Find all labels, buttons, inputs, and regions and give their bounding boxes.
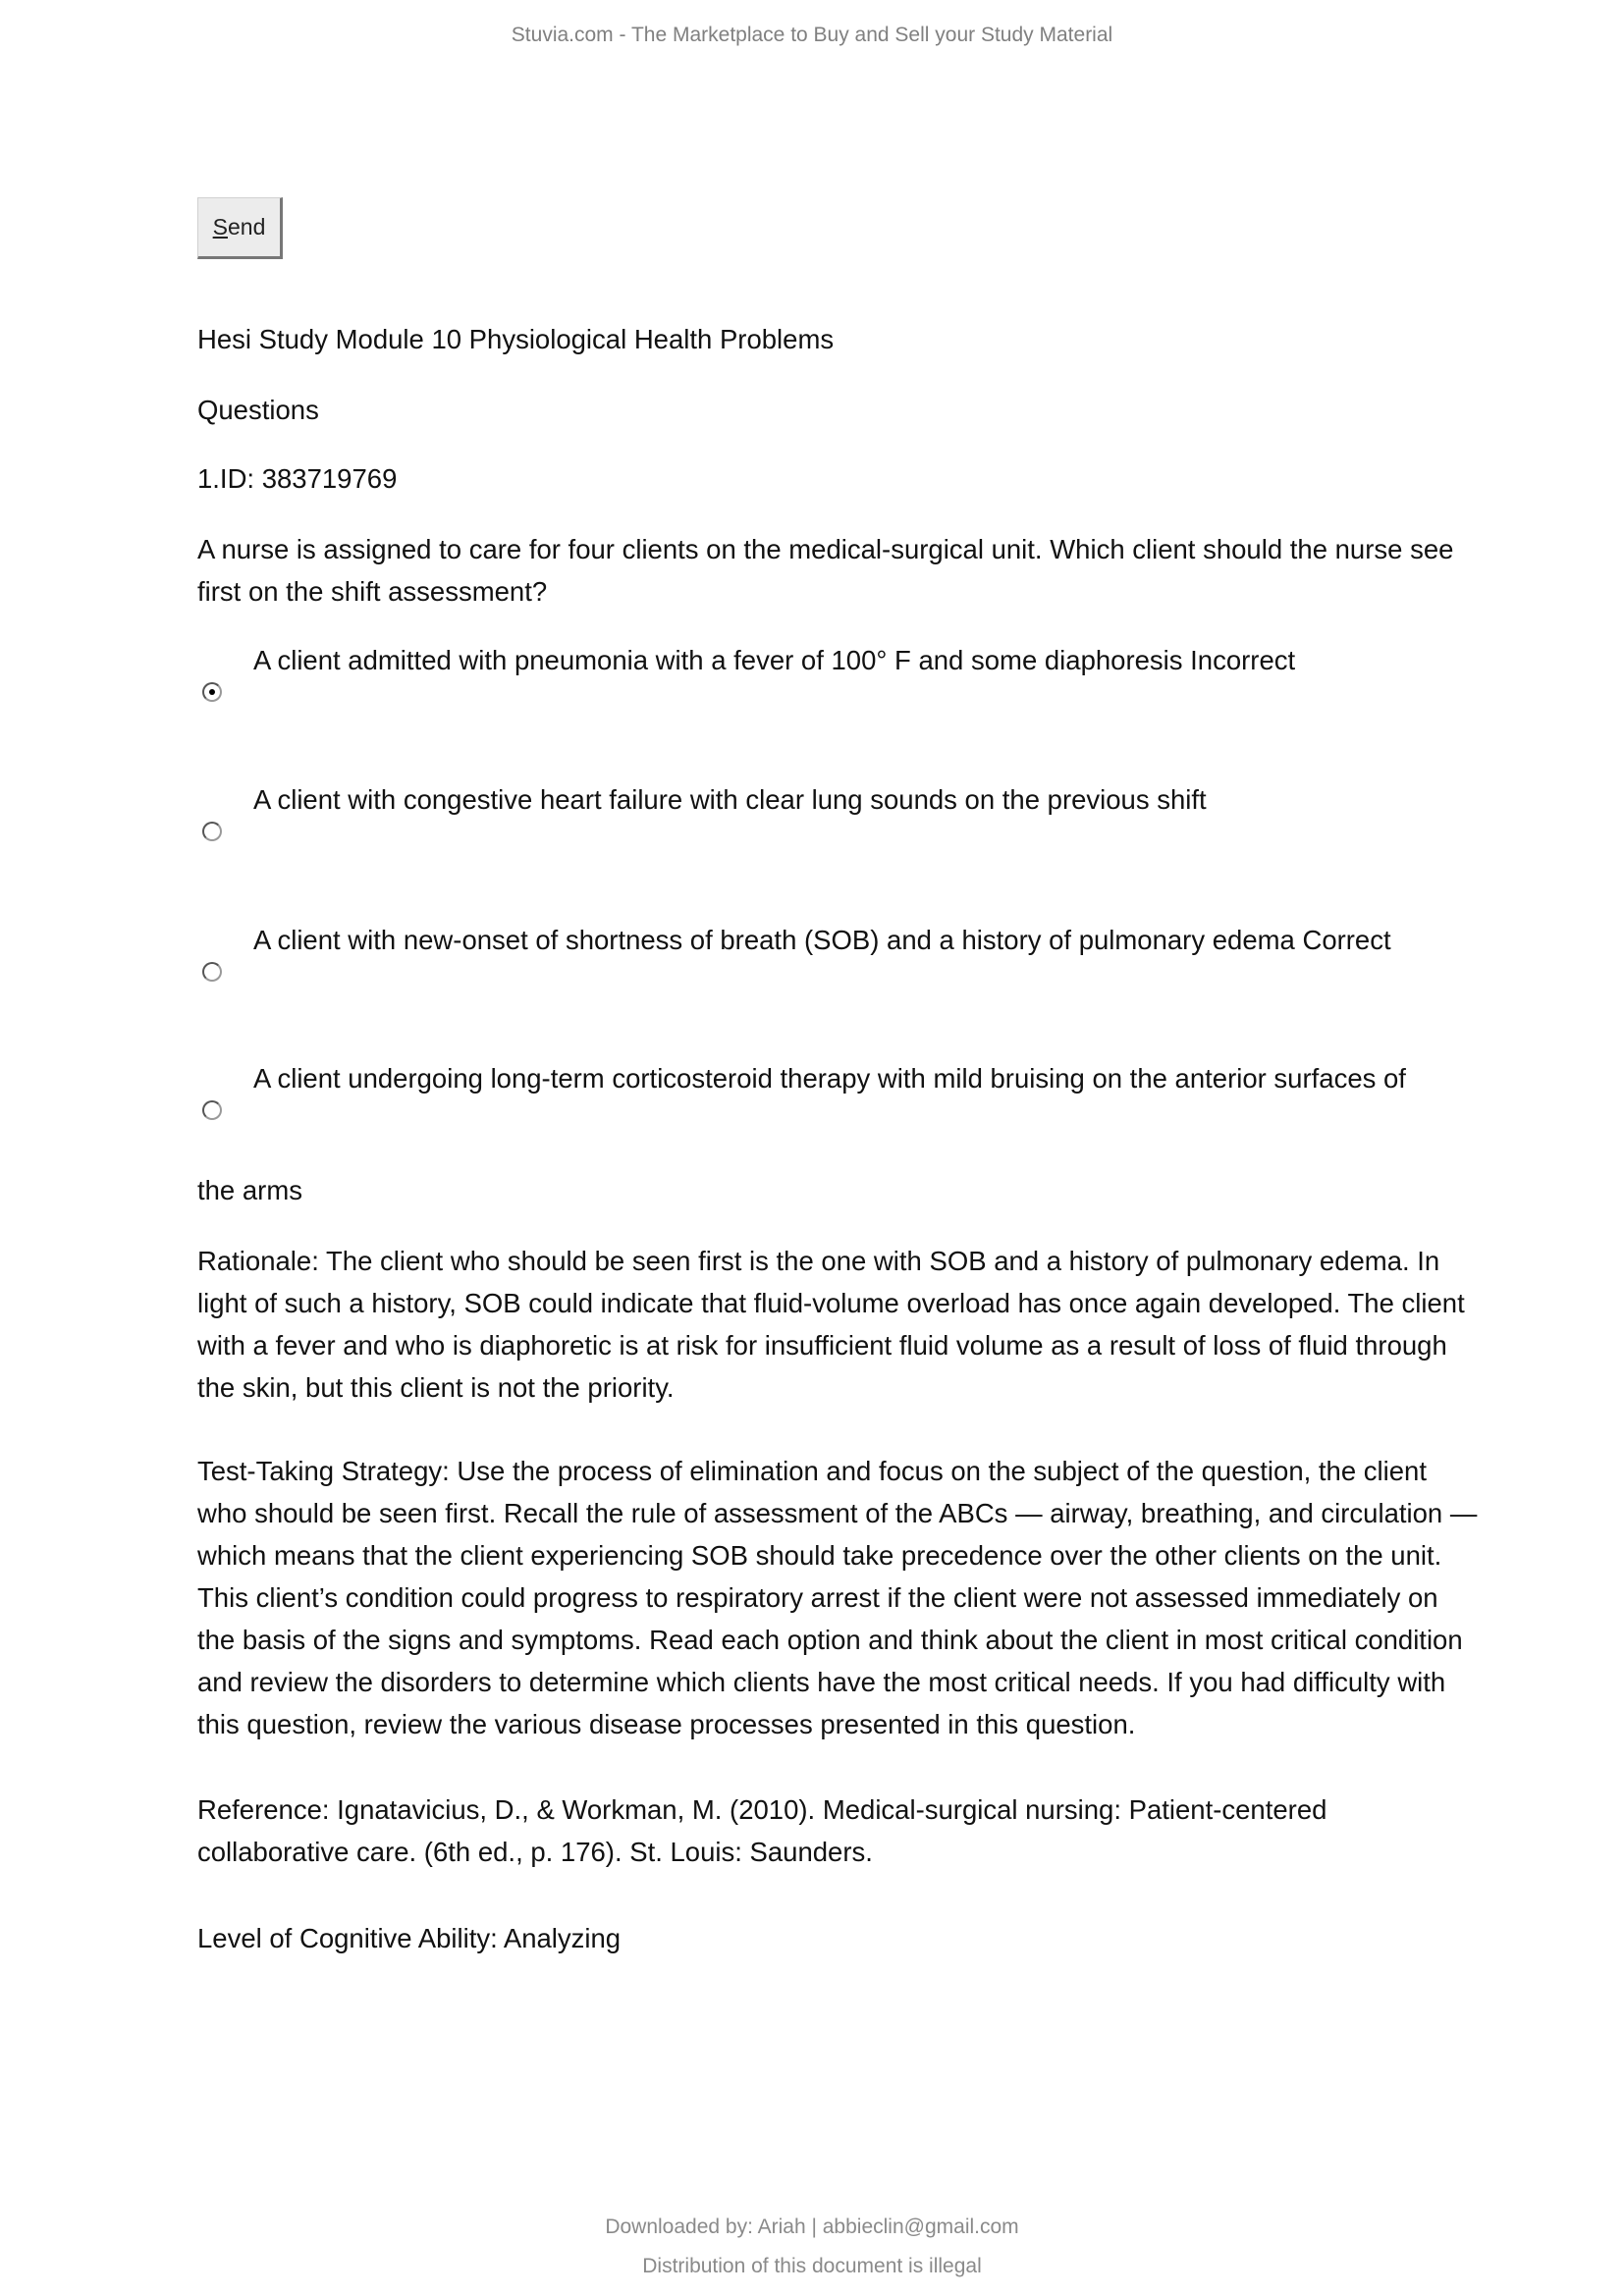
send-accel: S (212, 214, 228, 240)
option-3-radio[interactable] (202, 962, 222, 982)
option-4-radio[interactable] (202, 1100, 222, 1120)
option-1-radio[interactable] (202, 682, 222, 702)
rationale: Rationale: The client who should be seen first is the one with SOB and a history of pulmonary edema. In light of such a history, SOB could indicate that fluid-volume overload has once again developed. The client with a fever and who is diaphoretic is at risk for insufficient fluid volume as a result of loss of fluid through the skin, but this client is not the priority. (197, 1246, 1465, 1403)
footer-downloaded-by: Downloaded by: Ariah | abbieclin@gmail.com (605, 2216, 1019, 2238)
option-4-text: A client undergoing long-term corticosteroid therapy with mild bruising on the anterior surfaces of (253, 1063, 1406, 1094)
option-2-radio[interactable] (202, 822, 222, 841)
page-header: Stuvia.com - The Marketplace to Buy and Sell your Study Material (511, 24, 1113, 46)
question-id: 1.ID: 383719769 (197, 463, 398, 494)
reference: Reference: Ignatavicius, D., & Workman, M. (2010). Medical-surgical nursing: Patient-centered collaborative care. (6th ed., p. 176). St. Louis: Saunders. (197, 1794, 1327, 1867)
cognitive-level: Level of Cognitive Ability: Analyzing (197, 1923, 622, 1953)
option-3-text: A client with new-onset of shortness of breath (SOB) and a history of pulmonary edema Correct (253, 925, 1391, 955)
footer-distribution: Distribution of this document is illegal (642, 2255, 982, 2277)
option-4-continuation: the arms (197, 1175, 302, 1205)
option-1-text: A client admitted with pneumonia with a fever of 100° F and some diaphoresis Incorrect (253, 645, 1296, 675)
section-heading: Questions (197, 395, 319, 425)
send-label: end (227, 214, 266, 240)
document-title: Hesi Study Module 10 Physiological Health Problems (197, 324, 835, 354)
option-2-text: A client with congestive heart failure with clear lung sounds on the previous shift (253, 784, 1207, 815)
send-button[interactable] (197, 197, 283, 259)
test-taking-strategy: Test-Taking Strategy: Use the process of elimination and focus on the subject of the question, the client who should be seen first. Recall the rule of assessment of the ABCs — airway, breathing, and circulation — which means that the client experiencing SOB should take precedence over the other clients on the unit. This client’s condition could progress to respiratory arrest if the client were not assessed immediately on the basis of the signs and symptoms. Read each option and think about the client in most critical condition and review the disorders to determine which clients have the most critical needs. If you had difficulty with this question, review the various disease processes presented in this question. (197, 1456, 1478, 1739)
question-text: A nurse is assigned to care for four clients on the medical-surgical unit. Which client should the nurse see first on the shift assessment? (197, 534, 1454, 607)
